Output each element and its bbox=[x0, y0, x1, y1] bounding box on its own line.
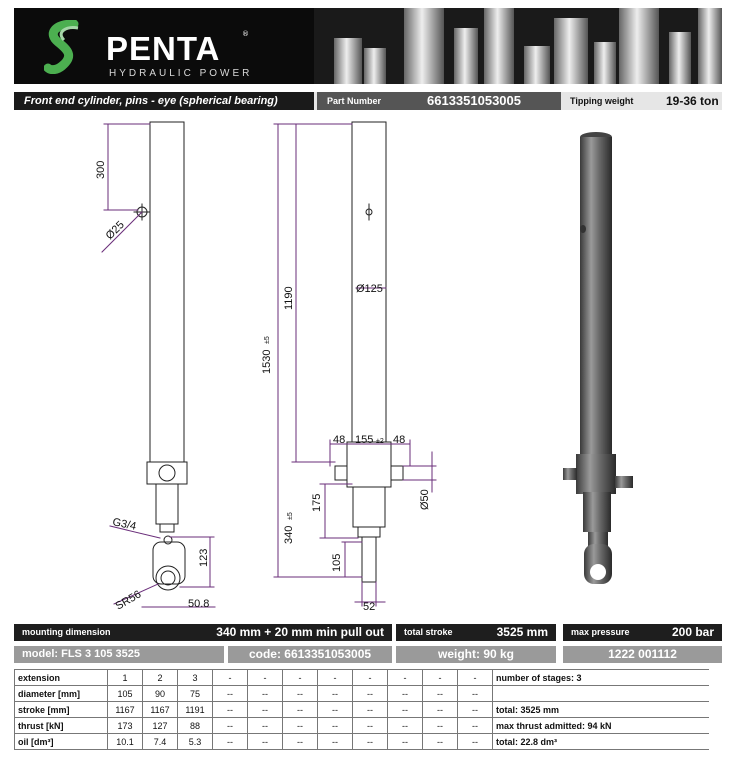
table-cell: 1 bbox=[108, 670, 143, 686]
table-cell: 105 bbox=[108, 686, 143, 702]
table-cell: 2 bbox=[143, 670, 178, 686]
table-cell: - bbox=[248, 670, 283, 686]
model-text: model: FLS 3 105 3525 bbox=[22, 648, 140, 660]
dim-155: 155 bbox=[355, 434, 374, 446]
table-cell: -- bbox=[388, 718, 423, 734]
table-cell: -- bbox=[423, 734, 458, 750]
cylinder-3d-render bbox=[563, 132, 633, 584]
max-pressure-label: max pressure bbox=[571, 627, 630, 637]
part-number-value: 6613351053005 bbox=[427, 93, 521, 108]
table-cell: -- bbox=[388, 734, 423, 750]
table-cell: -- bbox=[213, 718, 248, 734]
table-row bbox=[15, 702, 710, 718]
table-cell: -- bbox=[248, 686, 283, 702]
dimension-lines-middle bbox=[274, 124, 436, 606]
brand-name: PENTA bbox=[106, 30, 221, 67]
dim-sr56: SR56 bbox=[113, 588, 144, 613]
dim-175: 175 bbox=[311, 493, 323, 512]
table-cell: -- bbox=[318, 718, 353, 734]
tipping-weight-value: 19-36 ton bbox=[666, 94, 719, 108]
spec-table bbox=[14, 669, 709, 750]
max-pressure-bar bbox=[563, 624, 722, 641]
dim-1190: 1190 bbox=[283, 286, 295, 310]
table-cell: -- bbox=[248, 702, 283, 718]
reference-text: 1222 001112 bbox=[608, 647, 677, 661]
table-cell: -- bbox=[318, 702, 353, 718]
dim-1530-tol: ±5 bbox=[264, 336, 271, 344]
table-cell: 3 bbox=[178, 670, 213, 686]
table-cell: -- bbox=[318, 686, 353, 702]
table-cell: - bbox=[458, 670, 493, 686]
table-cell: 10.1 bbox=[108, 734, 143, 750]
table-cell: - bbox=[353, 670, 388, 686]
table-cell: -- bbox=[283, 702, 318, 718]
mounting-label: mounting dimension bbox=[22, 627, 111, 637]
table-cell: - bbox=[388, 670, 423, 686]
dim-52: 52 bbox=[363, 601, 376, 613]
table-cell: -- bbox=[283, 686, 318, 702]
table-cell: -- bbox=[458, 702, 493, 718]
table-cell: 75 bbox=[178, 686, 213, 702]
row-summary bbox=[493, 686, 710, 702]
part-number-box bbox=[317, 92, 561, 110]
dim-dia125: Ø125 bbox=[356, 283, 383, 295]
table-cell: -- bbox=[458, 734, 493, 750]
dim-340-tol: ±5 bbox=[287, 512, 294, 520]
total-stroke-label: total stroke bbox=[404, 627, 453, 637]
table-cell: -- bbox=[388, 686, 423, 702]
dim-123: 123 bbox=[198, 548, 210, 567]
total-stroke-value: 3525 mm bbox=[496, 625, 548, 639]
table-cell: -- bbox=[248, 718, 283, 734]
row-label: thrust [kN] bbox=[15, 718, 108, 734]
model-bar bbox=[14, 646, 224, 663]
header-banner bbox=[14, 8, 722, 84]
table-cell: 1167 bbox=[108, 702, 143, 718]
table-cell: -- bbox=[213, 702, 248, 718]
registered-mark: ® bbox=[242, 30, 249, 38]
row-summary: total: 3525 mm bbox=[493, 702, 710, 718]
table-row bbox=[15, 686, 710, 702]
table-cell: -- bbox=[213, 734, 248, 750]
title-bar bbox=[14, 92, 722, 110]
table-cell: -- bbox=[423, 686, 458, 702]
table-cell: - bbox=[283, 670, 318, 686]
product-title: Front end cylinder, pins - eye (spherical bearing) bbox=[14, 92, 314, 110]
table-cell: -- bbox=[318, 734, 353, 750]
side-view-middle bbox=[335, 122, 406, 582]
dim-50-8: 50.8 bbox=[188, 598, 210, 610]
row-summary: total: 22.8 dm³ bbox=[493, 734, 710, 750]
mounting-dimension-bar bbox=[14, 624, 392, 641]
row-summary: number of stages: 3 bbox=[493, 670, 710, 686]
table-cell: 1167 bbox=[143, 702, 178, 718]
table-row bbox=[15, 718, 710, 734]
row-label: diameter [mm] bbox=[15, 686, 108, 702]
table-cell: -- bbox=[353, 686, 388, 702]
table-cell: -- bbox=[248, 734, 283, 750]
table-cell: -- bbox=[388, 702, 423, 718]
table-cell: -- bbox=[213, 686, 248, 702]
table-cell: -- bbox=[458, 718, 493, 734]
table-cell: - bbox=[213, 670, 248, 686]
side-view-left bbox=[134, 122, 187, 590]
brand-tagline: HYDRAULIC POWER bbox=[109, 68, 253, 79]
code-text: code: 6613351053005 bbox=[248, 647, 372, 661]
table-cell: -- bbox=[353, 734, 388, 750]
table-cell: -- bbox=[423, 718, 458, 734]
table-cell: -- bbox=[283, 718, 318, 734]
dim-340: 340 bbox=[283, 525, 295, 544]
weight-text: weight: 90 kg bbox=[437, 647, 514, 661]
dim-48a: 48 bbox=[333, 434, 346, 446]
penta-logo-icon bbox=[44, 20, 84, 74]
dim-300: 300 bbox=[95, 160, 107, 179]
table-cell: 1191 bbox=[178, 702, 213, 718]
row-label: extension bbox=[15, 670, 108, 686]
table-cell: 5.3 bbox=[178, 734, 213, 750]
reference-bar bbox=[563, 646, 722, 663]
row-label: stroke [mm] bbox=[15, 702, 108, 718]
total-stroke-bar bbox=[396, 624, 556, 641]
max-pressure-value: 200 bar bbox=[671, 625, 714, 639]
mounting-value: 340 mm + 20 mm min pull out bbox=[216, 625, 384, 639]
tipping-weight-label: Tipping weight bbox=[570, 96, 634, 106]
table-cell: -- bbox=[423, 702, 458, 718]
cylinder-photo-strip bbox=[314, 8, 722, 84]
dim-48b: 48 bbox=[393, 434, 406, 446]
table-row bbox=[15, 670, 710, 686]
table-cell: - bbox=[318, 670, 353, 686]
technical-drawing bbox=[0, 112, 730, 617]
part-number-label: Part Number bbox=[327, 96, 382, 106]
row-summary: max thrust admitted: 94 kN bbox=[493, 718, 710, 734]
table-cell: -- bbox=[353, 702, 388, 718]
dim-105: 105 bbox=[331, 553, 343, 572]
table-cell: 7.4 bbox=[143, 734, 178, 750]
weight-bar bbox=[396, 646, 556, 663]
dimension-lines-left bbox=[102, 124, 215, 607]
table-cell: -- bbox=[283, 734, 318, 750]
table-cell: - bbox=[423, 670, 458, 686]
table-cell: 173 bbox=[108, 718, 143, 734]
code-bar bbox=[228, 646, 392, 663]
dim-dia50: Ø50 bbox=[419, 489, 431, 510]
dim-155-tol: ±2 bbox=[376, 438, 384, 445]
dim-g34: G3/4 bbox=[111, 516, 138, 533]
row-label: oil [dm³] bbox=[15, 734, 108, 750]
table-row bbox=[15, 734, 710, 750]
dim-dia25: Ø25 bbox=[103, 218, 127, 243]
table-cell: 90 bbox=[143, 686, 178, 702]
table-cell: 127 bbox=[143, 718, 178, 734]
table-cell: -- bbox=[353, 718, 388, 734]
table-cell: 88 bbox=[178, 718, 213, 734]
dim-1530: 1530 bbox=[261, 349, 273, 374]
tipping-weight-box bbox=[564, 92, 722, 110]
table-cell: -- bbox=[458, 686, 493, 702]
